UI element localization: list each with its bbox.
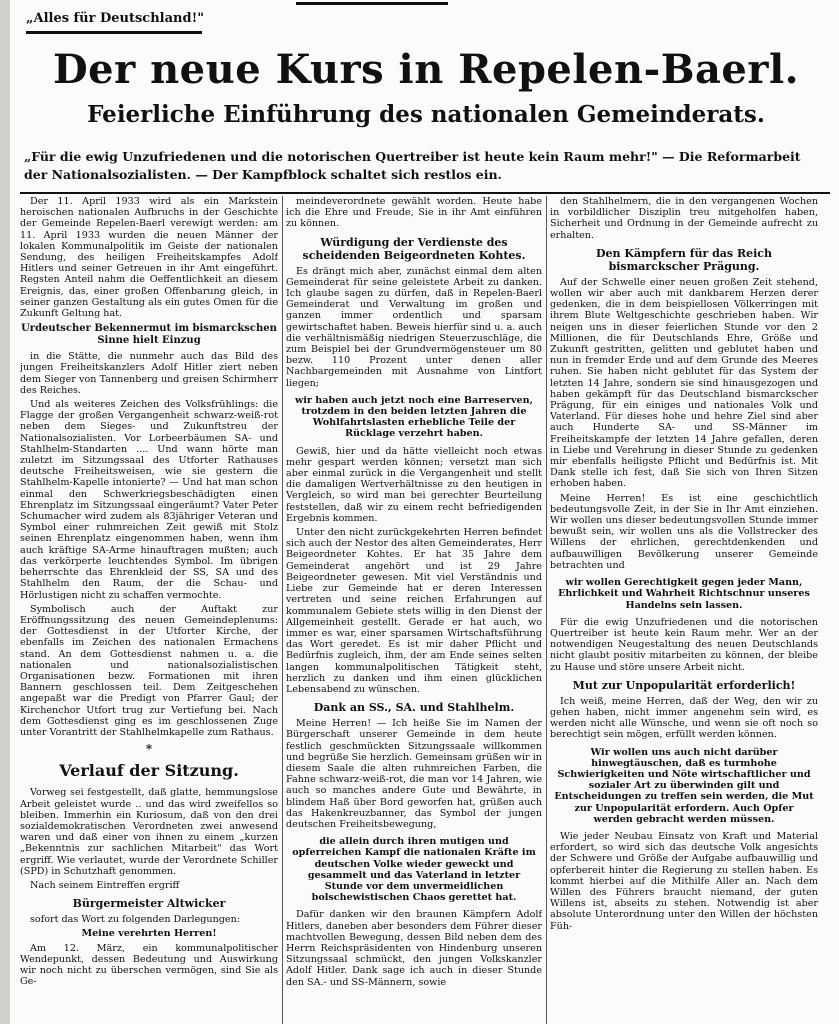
column-3: [550, 196, 818, 1024]
bold-statement: Wir wollen uns auch nicht darüber hinwegtäuschen, daß es turmhohe Schwierigkeiten und Nöte wirtschaftlicher und sozialer Art zu überwinden gilt und Entscheidungen zu treffen sein werden, die Mut zur Unpopularität erfordern. Auch Opfer werden gebracht werden müssen.: [554, 746, 814, 825]
paragraph: Meine Herren! Es ist eine geschichtlich bedeutungsvolle Zeit, in der Sie in Ihr Amt einziehen. Wir wollen uns dieser bedeutungsvollen Stunde immer bewußt sein, wir wollen uns als die Vollstrecker des Willens der ehrlichen, gerechtdenkenden und aufbauwilligen Bevölkerung unserer Gemeinde betrachten und: [550, 492, 818, 571]
deck-rule: [20, 192, 830, 194]
paragraph: Ich weiß, meine Herren, daß der Weg, den wir zu gehen haben, nicht immer angenehm sein wird, es werden nicht alle Wünsche, und wenn sie oft noch so berechtigt sein mögen, erfüllt werden können.: [550, 695, 818, 741]
section-heading: Den Kämpfern für das Reich bismarckscher Prägung.: [596, 246, 772, 273]
section-heading: Verlauf der Sitzung.: [59, 761, 239, 781]
paragraph: Vorweg sei festgestellt, daß glatte, hemmungslose Arbeit geleistet wurde .. und das wird zweifellos so bleiben. Immerhin ein Kuriosum, daß von den drei sozialdemokratischen Verordneten zwei anwesend waren und daß einer von ihnen zu einem „kurzen „Bekenntnis zur sachlichen Mitarbeit" das Wort ergriff. Wie verlautet, wurde der Verordnete Schiller (SPD) in Schutzhaft genommen.: [20, 787, 278, 877]
bold-statement: die allein durch ihren mutigen und opferreichen Kampf die nationalen Kräfte im deutschen Volke wieder geweckt und gesammelt und das Vaterland in letzter Stunde vor dem unvermeidlichen bolschewistischen Chaos gerettet hat.: [292, 836, 536, 904]
deck-line-2: der Nationalsozialisten. — Der Kampfblock schaltet sich restlos ein.: [24, 167, 502, 182]
paragraph: Meine Herren! — Ich heiße Sie im Namen der Bürgerschaft unserer Gemeinde in dem heute festlich geschmückten Sitzungssaale willkommen und begrüße Sie herzlich. Gemeinsam grüßen wir in diesem Saale die alten ruhmreichen Farben, die Fahne schwarz-weiß-rot, die man vor 14 Jahren, wie auch so manches andere Gute und Bewährte, in blindem Haß über Bord geworfen hat, grüßen auch das Hakenkreuzbanner, das Symbol der jungen deutschen Freiheitsbewegung,: [286, 718, 542, 830]
paragraph: Auf der Schwelle einer neuen großen Zeit stehend, wollen wir aber auch mit dankbarem Herzen derer gedenken, die in dem beispiellosen Völkerringen mit ihrem Blute Weltgeschichte geschrieben haben. Wir neigen uns in dieser feierlichen Stunde vor den 2 Millionen, die für Deutschlands Ehre, Größe und Zukunft gestritten, gelitten und geblutet haben und nun in fremder Erde und auf dem Grunde des Meeres ruhen. Sie haben nicht geblutet für das System der letzten 14 Jahre, sondern sie sind hinausgezogen und haben gekämpft für das Deutschland bismarckscher Prägung, für ein einiges und nationales Volk und Vaterland. Für dieses hohe und hehre Ziel sind aber auch Hunderte SA- und SS-Männer im Freiheitskampfe der letzten 14 Jahre gefallen, deren in Liebe und Verehrung in dieser Stunde zu gedenken mir ebenfalls heiligste Pflicht und Bedürfnis ist. Mit Dank stelle ich fest, daß Sie sich von Ihren Sitzen erhoben haben.: [550, 276, 818, 490]
section-heading: Dank an SS., SA. und Stahlhelm.: [313, 701, 515, 715]
paragraph: Der 11. April 1933 wird als ein Markstein heroischen nationalen Aufbruchs in der Geschichte der Gemeinde Repelen-Baerl verewigt werden: am 11. April 1933 wurden die neuen Männer der lokalen Kommunalpolitik im Geiste der nationalen Sendung, des heiligen Freiheitskampfes Adolf Hitlers und seiner Getreuen in ihr Amt eingeführt. Regsten Anteil nahm die Oeffentlichkeit an diesem Ereignis, das, einer großen Offenbarung gleich, in seiner ganzen Gestaltung als ein gutes Omen für die Zukunft Geltung hat.: [20, 196, 278, 320]
top-rule: [296, 2, 448, 5]
section-heading: Bürgermeister Altwicker: [72, 897, 226, 911]
paragraph: Für die ewig Unzufriedenen und die notorischen Quertreiber ist heute kein Raum mehr. Wer an der notwendigen Neugestaltung des neuen Deutschlands nicht glaubt positiv mitarbeiten zu können, der bleibe zu Hause und störe unsere Arbeit nicht.: [550, 616, 818, 673]
paragraph: Am 12. März, ein kommunalpolitischer Wendepunkt, dessen Bedeutung und Auswirkung wir noch nicht zu überschen vermögen, sind Sie als Ge-: [20, 942, 278, 988]
paragraph: Nach seinem Eintreffen ergriff: [30, 879, 180, 891]
paragraph: den Stahlhelmern, die in den vergangenen Wochen in vorbildlicher Disziplin treu mitgeholfen haben, Sicherheit und Ordnung in der Gemeinde aufrecht zu erhalten.: [550, 196, 818, 241]
paragraph: Unter den nicht zurückgekehrten Herren befindet sich auch der Nestor des alten Gemeinderates, Herr Beigeordneter Kohtes. Er hat 35 Jahre dem Gemeinderat angehört und ist 29 Jahre Beigeordneter gewesen. Mit viel Verständnis und Liebe zur Gemeinde hat er deren Interessen vertreten und seine reichen Erfahrungen auf kommunalem Gebiete stets willig in den Dienst der Allgemeinheit gestellt. Gerade er hat auch, wo immer es war, einer sparsamen Wirtschaftsführung das Wort geredet. Es ist mir daher Pflicht und Bedürfnis zugleich, ihm, der am Ende seines selten langen kommunalpolitischen Tätigkeit steht, herzlich zu danken und ihm einen glücklichen Lebensabend zu wünschen.: [286, 527, 542, 695]
paragraph: Wie jeder Neubau Einsatz von Kraft und Material erfordert, so wird sich das deutsche Volk angesichts der Schwere und Größe der Aufgabe aufbauwillig und opferbereit hinter die Regierung zu stellen haben. Es kommt hierbei auf die Mithilfe Aller an. Nach dem Willen des Führers braucht niemand, der guten Willens ist, abseits zu stehen. Notwendig ist aber absolute Unterordnung unter den Willen der höchsten Füh-: [550, 830, 818, 932]
section-heading: Urdeutscher Bekennermut im bismarckschen Sinne hielt Einzug: [21, 323, 277, 347]
column-2: [286, 196, 542, 1024]
paragraph: in die Stätte, die nunmehr auch das Bild des jungen Freiheitskanzlers Adolf Hitler ziert neben dem Sieger von Tannenberg und greisen Schirmherr des Reiches.: [20, 351, 278, 396]
bold-statement: wir haben auch jetzt noch eine Barreserven, trotzdem in den beiden letzten Jahren die Wohlfahrtslasten erhebliche Teile der Rücklage verzehrt haben.: [295, 394, 533, 440]
page-edge-strip: [0, 0, 10, 1024]
column-divider: [282, 196, 283, 1024]
salutation: Meine verehrten Herren!: [81, 928, 217, 940]
paragraph: Dafür danken wir den braunen Kämpfern Adolf Hitlers, daneben aber besonders dem Führer dieser machtvollen Bewegung, dessen Bild neben dem des Herrn Reichspräsidenten von Hindenburg unseren Sitzungssaal schmückt, den jungen Volkskanzler Adolf Hitler. Dank sage ich auch in dieser Stunde den SA.- und SS-Männern, sowie: [286, 909, 542, 988]
deck: [24, 148, 830, 184]
subheadline: Feierliche Einführung des nationalen Gemeinderats.: [87, 101, 765, 128]
paragraph: Es drängt mich aber, zunächst einmal dem alten Gemeinderat für seine geleistete Arbeit zu danken. Ich glaube sagen zu dürfen, daß in Repelen-Baerl Gemeinderat und Verwaltung im großen und ganzen immer ordentlich und sparsam gewirtschaftet haben. Beweis hierfür sind u. a. auch die verhältnismäßig niedrigen Steuerzuschläge, die zum Beispiel bei der Grundvermögensteuer um 80 bezw. 110 Prozent unter denen aller Nachbargemeinden mit Ausnahme von Lintfort liegen;: [286, 265, 542, 389]
section-heading: Würdigung der Verdienste des scheidenden Beigeordneten Kohtes.: [302, 235, 526, 262]
paragraph: Gewiß, hier und da hätte vielleicht noch etwas mehr gespart werden können; versetzt man sich aber einmal zurück in die Vergangenheit und stellt die damaligen Wertverhältnisse zu den heutigen in Vergleich, so wird man bei gerechter Beurteilung feststellen, daß wir zu einem recht befriedigenden Ergebnis kommen.: [286, 445, 542, 524]
column-divider: [546, 196, 547, 1024]
paragraph: sofort das Wort zu folgenden Darlegungen:: [30, 914, 241, 926]
column-1: [20, 196, 278, 1024]
slogan: „Alles für Deutschland!": [26, 8, 202, 34]
paragraph: Symbolisch auch der Auftakt zur Eröffnungssitzung des neuen Gemeindeplenums: der Gottesdienst in der Utforter Kirche, der ebenfalls im Zeichen des nationalen Ermachens stand. An dem Gottesdienst nahmen u. a. die nationalen und nationalsozialistischen Organisationen bezw. Formationen mit ihren Bannern geschlossen teil. Dem Zeitgeschehen angepaßt war die Predigt von Pfarrer Gaul; der Kirchenchor Utfort trug zur Vertiefung bei. Nach dem Gottesdienst ging es im geschlossenen Zuge unter Vorantritt der Stahlhelmkapelle zum Rathaus.: [20, 603, 278, 738]
paragraph: Und als weiteres Zeichen des Volksfrühlings: die Flagge der großen Vergangenheit schwarz-weiß-rot neben dem Sieges- und Zukunftstreu der Nationalsozialisten. Vor Lorbeerbäumen SA- und Stahlhelm-Standarten .... Und wann hörte man zuletzt im Sitzungssaal des Utforter Rathauses deutsche Freiheitsweisen, wie sie gestern die Stahlhelm-Kapelle intonierte? — Und hat man schon einmal den Schwerkriegsbeschädigten einen Ehrenplatz im Sitzungssaal eingeräumt? Vater Peter Schumacher wird zudem als 83jähriger Veteran und Symbol einer ruhmreichen Zeit gewiß mit Stolz seinen Ehrenplatz eingenommen haben, wenn ihm auch kräftige SA-Arme hinauftragen mußten; auch das verkörperte leuchtendes Symbol. Im übrigen beherrschte das Ehrenkleid der SS, SA und des Stahlhelm den Raum, der die Schau- und Hörlustigen nicht zu schaffen vermochte.: [20, 399, 278, 601]
bold-statement: wir wollen Gerechtigkeit gegen jeder Mann, Ehrlichkeit und Wahrheit Richtschnur unseres Handelns sein lassen.: [558, 577, 810, 611]
separator-star: *: [145, 742, 153, 757]
headline: Der neue Kurs in Repelen-Baerl.: [52, 46, 800, 93]
paragraph: meindeverordnete gewählt worden. Heute habe ich die Ehre und Freude, Sie in ihr Amt einführen zu können.: [286, 196, 542, 230]
deck-line-1: „Für die ewig Unzufriedenen und die notorischen Quertreiber ist heute kein Raum mehr!" — Die Reformarbeit: [24, 149, 801, 164]
section-heading: Mut zur Unpopularität erforderlich!: [572, 678, 796, 692]
